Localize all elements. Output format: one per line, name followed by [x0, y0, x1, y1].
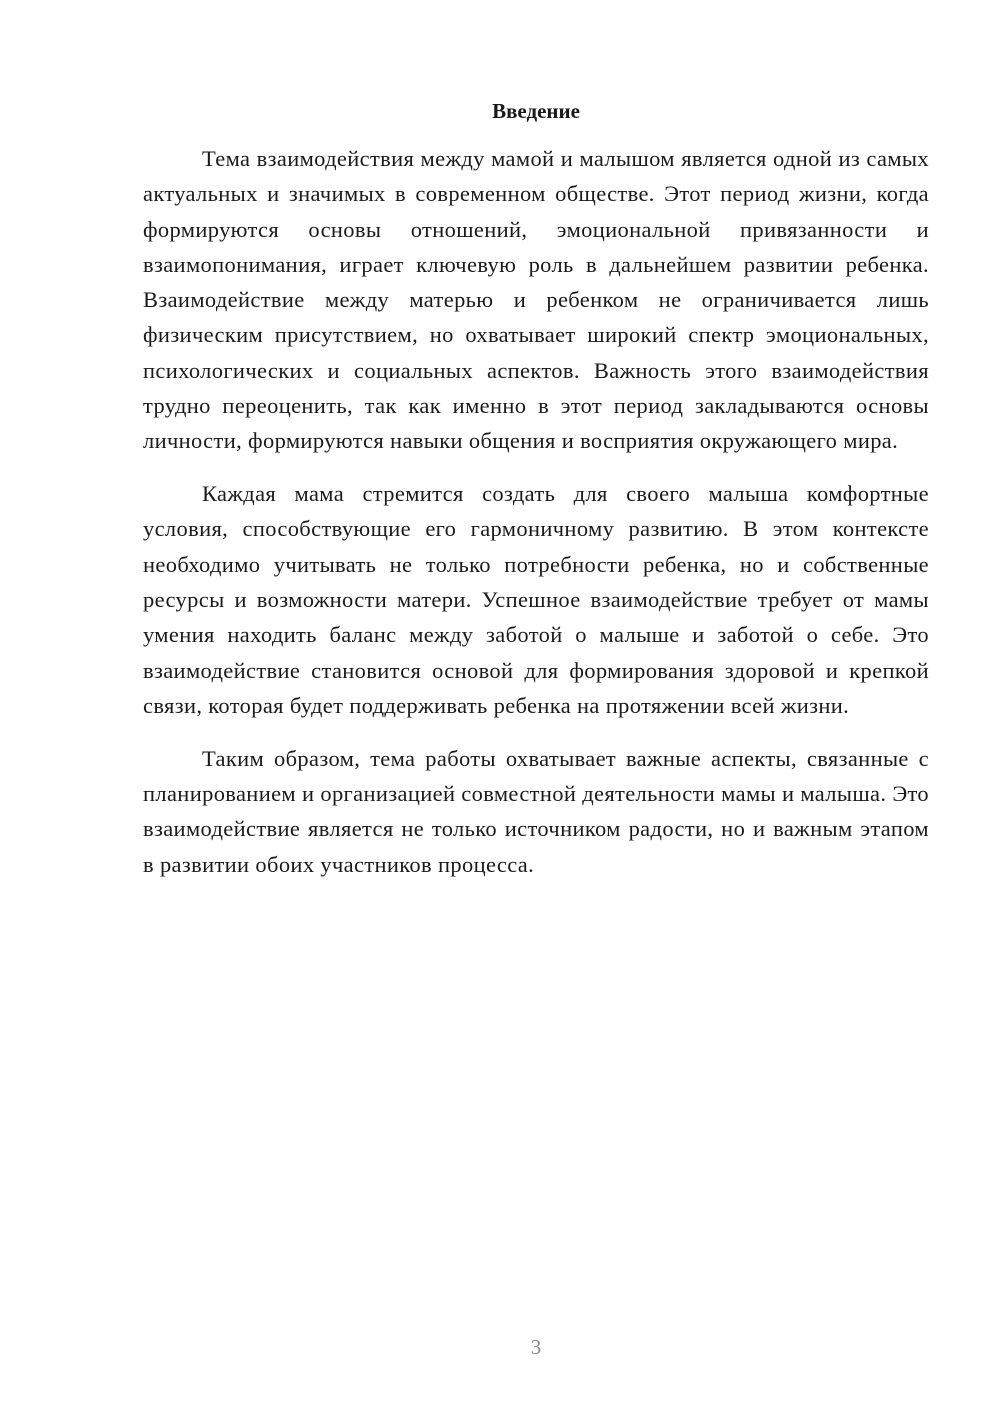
paragraph-1: Тема взаимодействия между мамой и малышом является одной из самых актуальных и значимых в современном обществе. Этот период жизни, когда формируются основы отношений, эмоциональной привязанности и взаимопонимания, играет ключевую роль в дальнейшем развитии ребенка. Взаимодействие между матерью и ребенком не ограничивается лишь физическим присутствием, но охватывает широкий спектр эмоциональных, психологических и социальных аспектов. Важность этого взаимодействия трудно переоценить, так как именно в этот период закладываются основы личности, формируются навыки общения и восприятия окружающего мира.	[143, 146, 929, 454]
paragraph-3: Таким образом, тема работы охватывает важные аспекты, связанные с планированием и организацией совместной деятельности мамы и малыша. Это взаимодействие является не только источником радости, но и важным этапом в развитии обоих участников процесса.	[143, 745, 930, 877]
body-text	[143, 141, 929, 899]
section-heading: Введение	[492, 99, 580, 123]
page-number: 3	[530, 1335, 542, 1359]
paragraph-2: Каждая мама стремится создать для своего малыша комфортные условия, способствующие его гармоничному развитию. В этом контексте необходимо учитывать не только потребности ребенка, но и собственные ресурсы и возможности матери. Успешное взаимодействие требует от мамы умения находить баланс между заботой о малыше и заботой о себе. Это взаимодействие становится основой для формирования здоровой и крепкой связи, которая будет поддерживать ребенка на протяжении всей жизни.	[143, 481, 929, 718]
